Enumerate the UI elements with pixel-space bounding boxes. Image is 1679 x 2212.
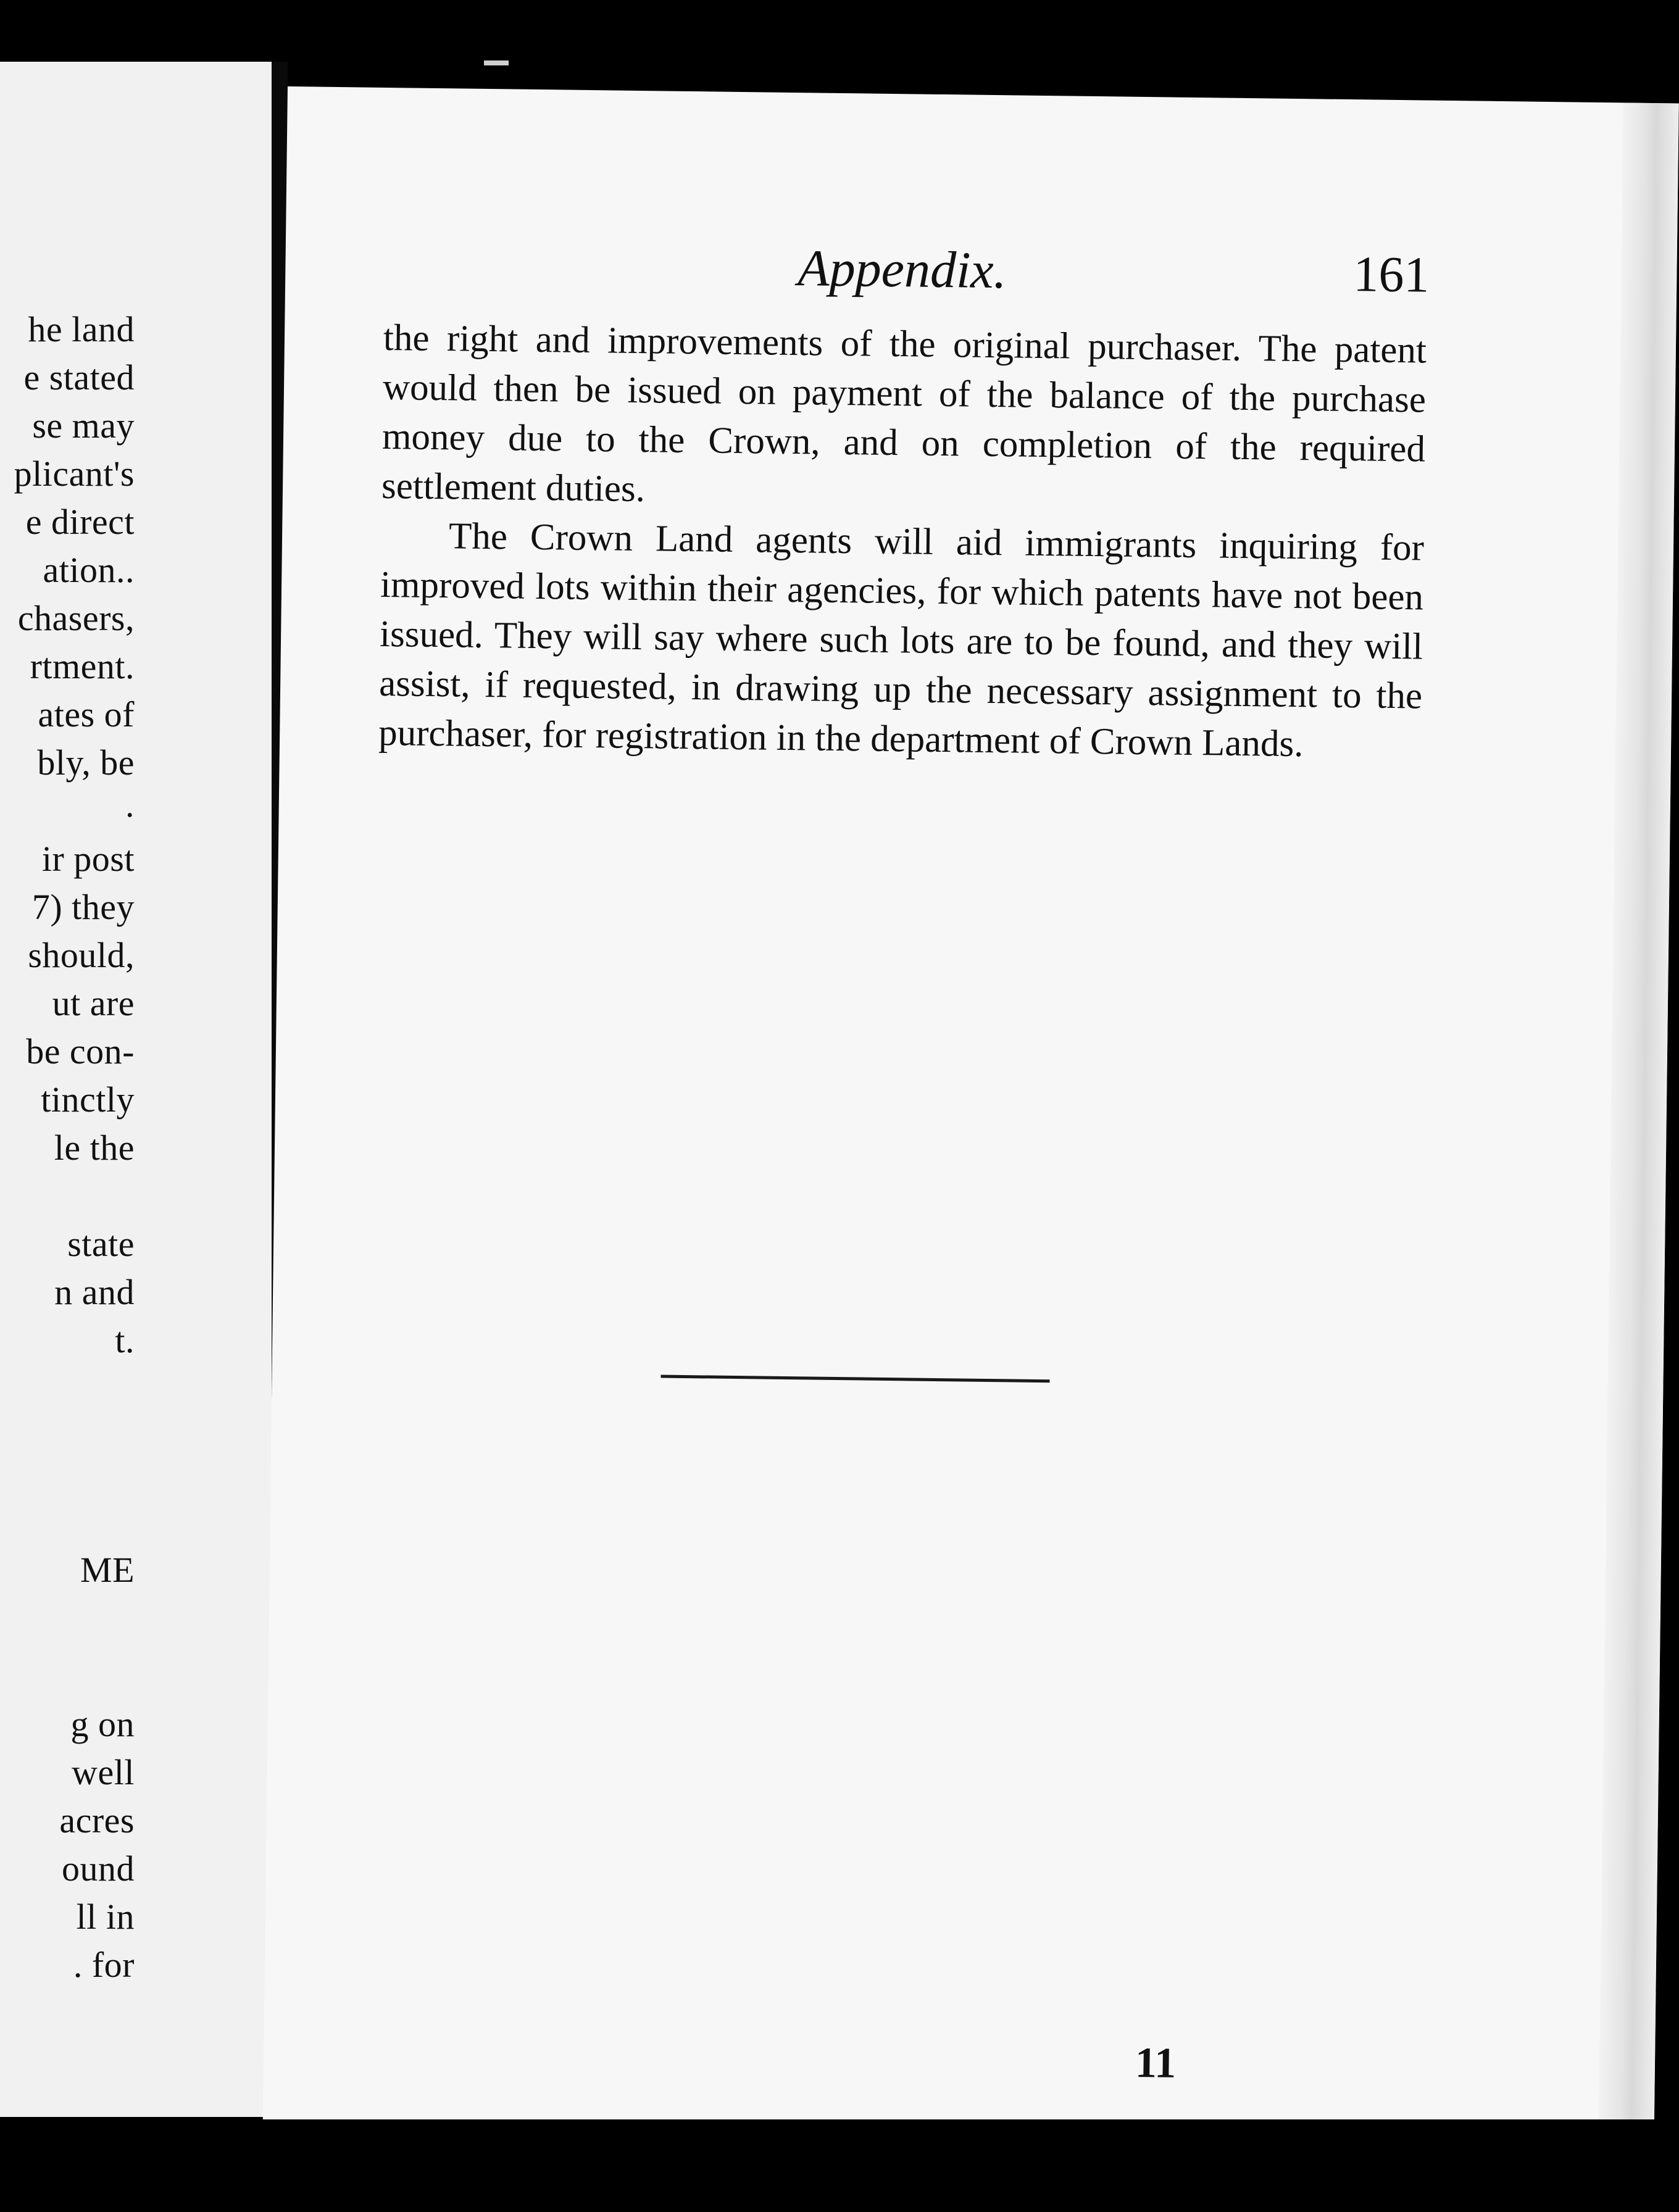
scan-border [0, 2119, 1679, 2212]
left-page-line: bly, be [37, 742, 135, 783]
running-head: Appendix. [797, 239, 1007, 300]
left-page-line: . for [73, 1945, 135, 1985]
left-page-line: rtment. [30, 646, 135, 686]
left-page-line: se may [32, 405, 135, 446]
left-page-line: g on [70, 1704, 135, 1744]
left-page-line: ll in [76, 1897, 135, 1937]
left-page-line: ir post [41, 839, 135, 879]
left-page-line: ates of [38, 694, 135, 734]
left-page-line: chasers, [17, 598, 135, 638]
left-page-line: acres [59, 1800, 135, 1840]
page-edge [1598, 102, 1679, 2212]
scan-mark [484, 60, 509, 65]
left-page-line: ME [80, 1550, 135, 1590]
left-page-line: should, [28, 935, 135, 975]
body-text [378, 314, 1427, 771]
left-page-line: plicant's [14, 454, 135, 494]
paragraph: The Crown Land agents will aid immigrants inquiring for improved lots within their agencies, for which patents have not been issued. They will say where such lots are to be found, and they will assist, if requested, in drawing up the necessary assignment to the purchaser, for registration in the department of Crown Lands. [378, 515, 1425, 765]
left-page-line: . [125, 784, 135, 825]
left-page-line: le the [54, 1128, 135, 1168]
left-page-line: tinctly [41, 1079, 135, 1120]
left-page-line: ut are [52, 983, 135, 1023]
left-page-line: well [72, 1752, 135, 1792]
left-page-line: he land [28, 309, 135, 349]
left-page-line: be con- [26, 1031, 135, 1071]
left-page-line: 7) they [31, 887, 135, 927]
paragraph: the right and improvements of the original purchaser. The patent would then be issued on payment of the balance of the purchase money due to the Crown, and on completion of the required settlement duties. [381, 317, 1427, 510]
section-rule [660, 1375, 1049, 1383]
left-page-line: n and [54, 1272, 135, 1312]
left-page-line: ation.. [43, 550, 135, 590]
left-page-line: t. [115, 1320, 135, 1360]
signature-mark: 11 [1135, 2039, 1177, 2087]
left-page-line: ound [62, 1848, 135, 1889]
left-page-line: state [67, 1224, 135, 1264]
left-page [0, 62, 272, 2117]
left-page-line: e direct [25, 502, 135, 542]
right-page [262, 86, 1679, 2212]
left-page-line: e stated [23, 357, 135, 397]
page-number: 161 [1352, 246, 1430, 303]
